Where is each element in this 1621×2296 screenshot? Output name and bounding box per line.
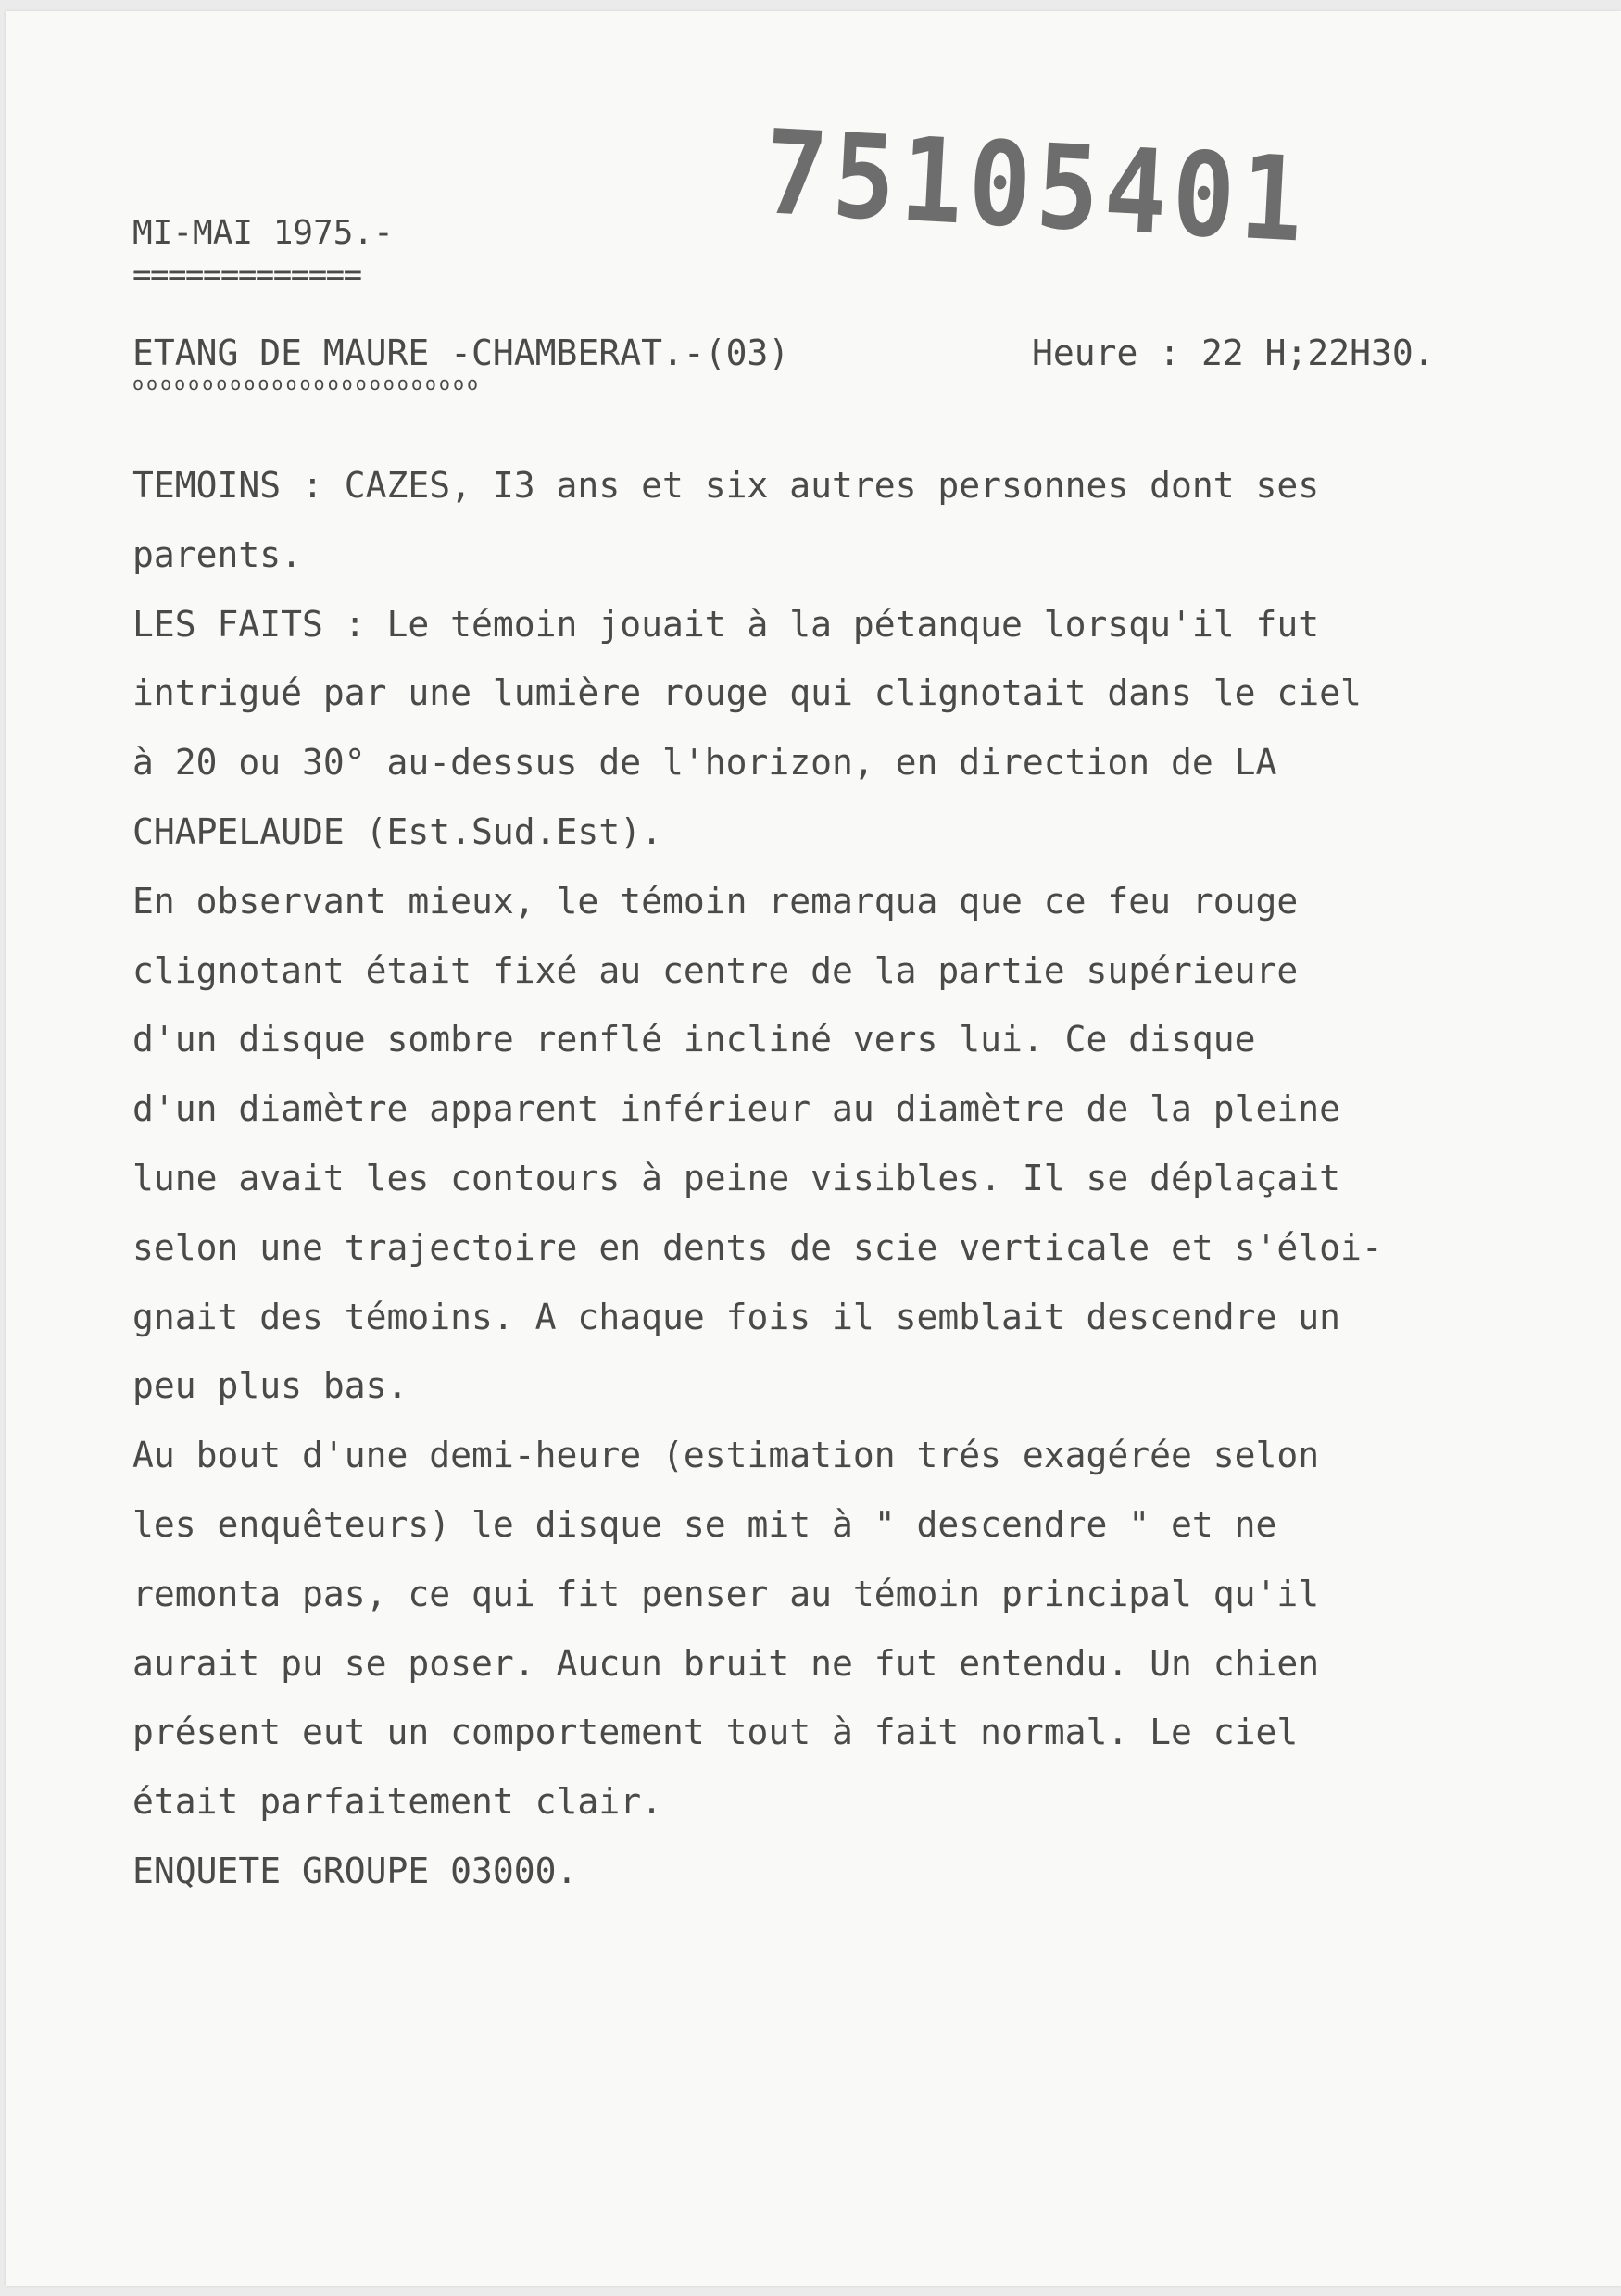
text-line: selon une trajectoire en dents de scie verticale et s'éloi- xyxy=(132,1226,1383,1268)
report-location: ETANG DE MAURE -CHAMBERAT.-(03) xyxy=(132,332,790,373)
text-line: Au bout d'une demi-heure (estimation trés exagérée selon xyxy=(132,1435,1320,1476)
report-body xyxy=(132,451,1383,1906)
text-line: aurait pu se poser. Aucun bruit ne fut entendu. Un chien xyxy=(132,1642,1320,1684)
text-line: parents. xyxy=(132,533,303,575)
text-line: d'un diamètre apparent inférieur au diamètre de la pleine xyxy=(132,1088,1341,1130)
text-line: En observant mieux, le témoin remarqua que ce feu rouge xyxy=(132,880,1299,922)
date-underline: ============= xyxy=(132,257,361,294)
text-line: TEMOINS : CAZES, I3 ans et six autres personnes dont ses xyxy=(132,465,1320,506)
text-line: ENQUETE GROUPE 03000. xyxy=(132,1850,578,1891)
archive-stamp-number: 75105401 xyxy=(760,105,1313,270)
text-line: les enquêteurs) le disque se mit à " descendre " et ne xyxy=(132,1503,1277,1545)
text-line: présent eut un comportement tout à fait normal. Le ciel xyxy=(132,1712,1299,1753)
text-line: lune avait les contours à peine visibles. Il se déplaçait xyxy=(132,1157,1341,1198)
text-line: remonta pas, ce qui fit penser au témoin principal qu'il xyxy=(132,1573,1320,1614)
text-line: peu plus bas. xyxy=(132,1365,408,1407)
report-hour: Heure : 22 H;22H30. xyxy=(1032,332,1435,373)
text-line: d'un disque sombre renflé incliné vers lui. Ce disque xyxy=(132,1019,1256,1060)
document-page xyxy=(6,11,1621,2286)
text-line: clignotant était fixé au centre de la partie supérieure xyxy=(132,949,1299,991)
text-line: CHAPELAUDE (Est.Sud.Est). xyxy=(132,810,662,852)
text-line: était parfaitement clair. xyxy=(132,1781,662,1823)
report-date: MI-MAI 1975.- xyxy=(132,214,394,252)
text-line: à 20 ou 30° au-dessus de l'horizon, en direction de LA xyxy=(132,742,1277,784)
location-underline: ooooooooooooooooooooooooo xyxy=(132,372,482,395)
text-line: gnait des témoins. A chaque fois il semblait descendre un xyxy=(132,1296,1341,1337)
text-line: LES FAITS : Le témoin jouait à la pétanque lorsqu'il fut xyxy=(132,603,1320,645)
text-line: intrigué par une lumière rouge qui clignotait dans le ciel xyxy=(132,672,1362,714)
